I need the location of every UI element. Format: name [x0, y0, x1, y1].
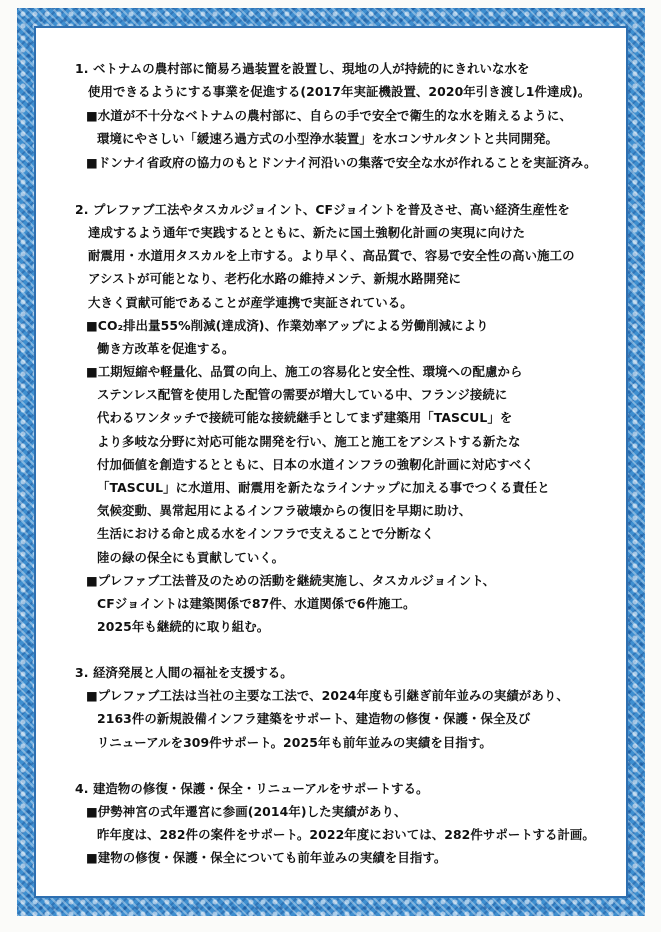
section-1-bullet: ■ドンナイ省政府の協力のもとドンナイ河沿いの集落で安全な水が作れることを実証済み。 [86, 155, 597, 170]
section-4-line: 昨年度は、282件の案件をサポート。2022年度においては、282件サポートする計画。 [97, 827, 595, 842]
section-2-line: 耐震用・水道用タスカルを上市する。より早く、高品質で、容易で安全性の高い施工の [88, 248, 575, 263]
section-2-bullet: ■工期短縮や軽量化、品質の向上、施工の容易化と安全性、環境への配慮から [86, 364, 523, 379]
section-2-line: アシストが可能となり、老朽化水路の維持メンテ、新規水路開発に [88, 271, 461, 286]
section-2-line: 達成するよう通年で実践するとともに、新たに国土強靭化計画の実現に向けた [88, 225, 526, 240]
section-4-bullet: ■建物の修復・保護・保全についても前年並みの実績を目指す。 [86, 850, 447, 865]
section-2-line: より多岐な分野に対応可能な開発を行い、施工と施工をアシストする新たな [97, 434, 521, 449]
section-2-bullet: ■CO₂排出量55%削減(達成済)、作業効率アップによる労働削減により [86, 318, 489, 333]
section-2-line: 働き方改革を促進する。 [97, 341, 235, 356]
section-2-line: 2025年も継続的に取り組む。 [97, 619, 270, 634]
section-1-line: 使用できるようにする事業を促進する(2017年実証機設置、2020年引き渡し1件達成)。 [88, 84, 591, 99]
section-3-heading: 3. 経済発展と人間の福祉を支援する。 [75, 665, 293, 680]
section-2-line: 生活における命と成る水をインフラで支えることで分断なく [97, 526, 435, 541]
section-2-line: ステンレス配管を使用した配管の需要が増大している中、フランジ接続に [97, 387, 508, 402]
section-2-heading: 2. プレファブ工法やタスカルジョイント、CFジョイントを普及させ、高い経済生産性を [75, 202, 570, 217]
section-4-bullet: ■伊勢神宮の式年遷宮に参画(2014年)した実績があり、 [86, 804, 407, 819]
section-1-bullet: ■水道が不十分なベトナムの農村部に、自らの手で安全で衛生的な水を賄えるように、 [86, 108, 572, 123]
section-2-line: 大きく貢献可能であることが産学連携で実証されている。 [88, 295, 413, 310]
section-2-line: CFジョイントは建築関係で87件、水道関係で6件施工。 [97, 596, 416, 611]
section-1-heading: 1. ベトナムの農村部に簡易ろ過装置を設置し、現地の人が持続的にきれいな水を [75, 61, 530, 76]
section-2-line: 代わるワンタッチで接続可能な接続継手としてまず建築用「TASCUL」を [97, 410, 513, 425]
section-2-bullet: ■プレファブ工法普及のための活動を継続実施し、タスカルジョイント、 [86, 573, 496, 588]
section-3-bullet: ■プレファブ工法は当社の主要な工法で、2024年度も引継ぎ前年並みの実績があり、 [86, 688, 569, 703]
section-2-line: 気候変動、異常起用によるインフラ破壊からの復旧を早期に助け、 [97, 503, 472, 518]
section-2-line: 「TASCUL」に水道用、耐震用を新たなラインナップに加える事でつくる責任と [97, 480, 550, 495]
section-2-line: 陸の緑の保全にも貢献していく。 [97, 550, 285, 565]
section-3-line: リニューアルを309件サポート。2025年も前年並みの実績を目指す。 [97, 735, 492, 750]
section-4-heading: 4. 建造物の修復・保護・保全・リニューアルをサポートする。 [75, 781, 429, 796]
section-1-line: 環境にやさしい「緩速ろ過方式の小型浄水装置」を水コンサルタントと共同開発。 [97, 131, 559, 146]
section-2-line: 付加価値を創造するとともに、日本の水道インフラの強靭化計画に対応すべく [97, 457, 534, 472]
section-3-line: 2163件の新規設備インフラ建築をサポート、建造物の修復・保護・保全及び [97, 711, 531, 726]
